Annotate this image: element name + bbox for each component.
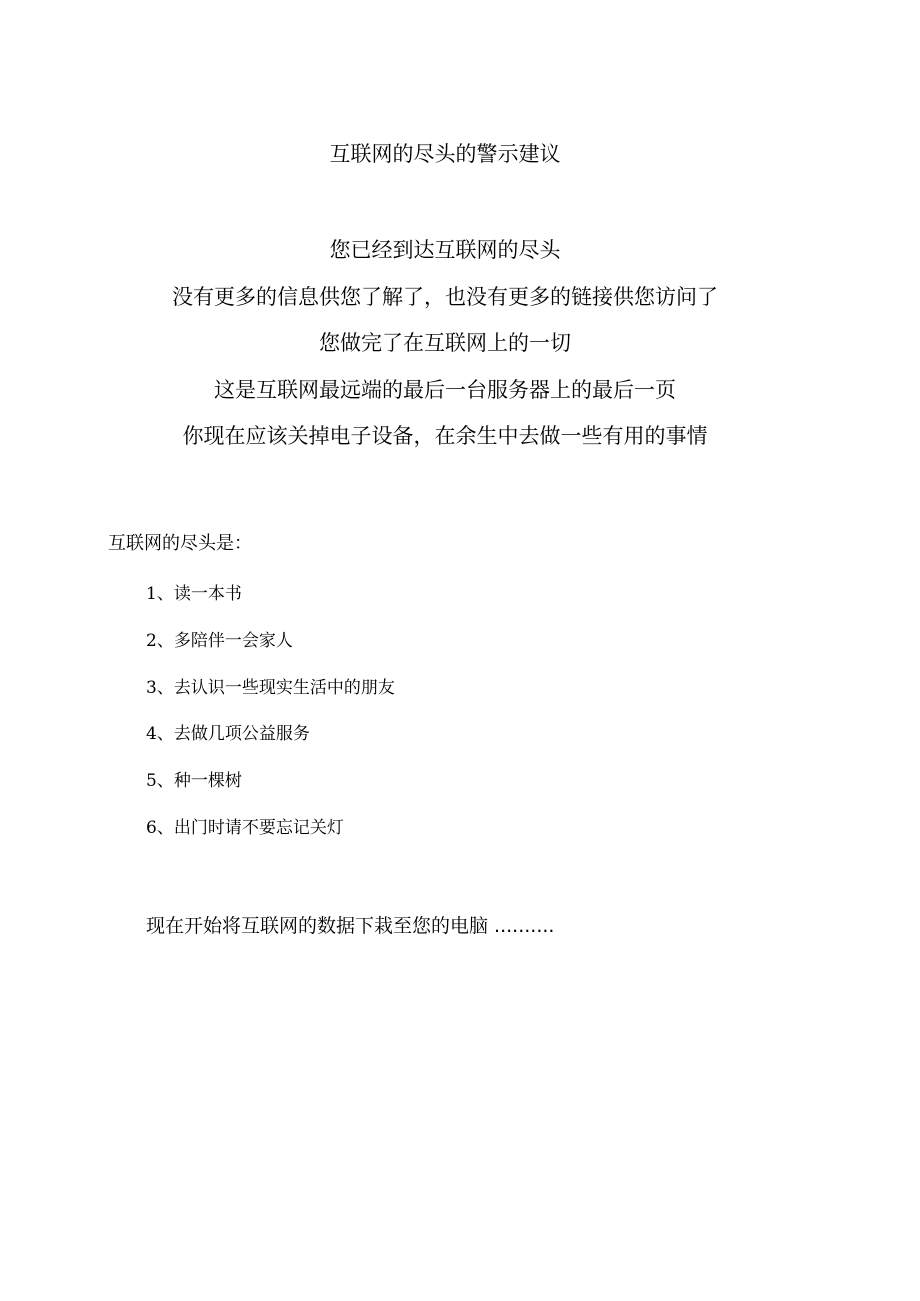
list-item: 3、去认识一些现实生活中的朋友 [146, 677, 395, 698]
list-item: 4、去做几项公益服务 [146, 724, 310, 745]
list-item: 5、种一棵树 [146, 771, 242, 792]
notice-line: 你现在应该关掉电子设备，在余生中去做一些有用的事情 [182, 424, 708, 448]
list-item: 6、出门时请不要忘记关灯 [146, 817, 344, 838]
notice-line: 这是互联网最远端的最后一台服务器上的最后一页 [214, 377, 676, 402]
notice-line: 您已经到达互联网的尽头 [329, 238, 561, 262]
list-heading: 互联网的尽头是： [108, 533, 252, 554]
suggestion-list [146, 580, 395, 861]
document-title: 互联网的尽头的警示建议 [329, 142, 561, 166]
notice-line: 您做完了在互联网上的一切 [319, 331, 571, 355]
list-item: 2、多陪伴一会家人 [146, 630, 293, 651]
notice-line: 没有更多的信息供您了解了，也没有更多的链接供您访问了 [172, 284, 718, 309]
notice-block [0, 233, 890, 466]
download-notice: 现在开始将互联网的数据下栽至您的电脑 .......... [146, 915, 555, 937]
list-item: 1、读一本书 [146, 584, 242, 604]
